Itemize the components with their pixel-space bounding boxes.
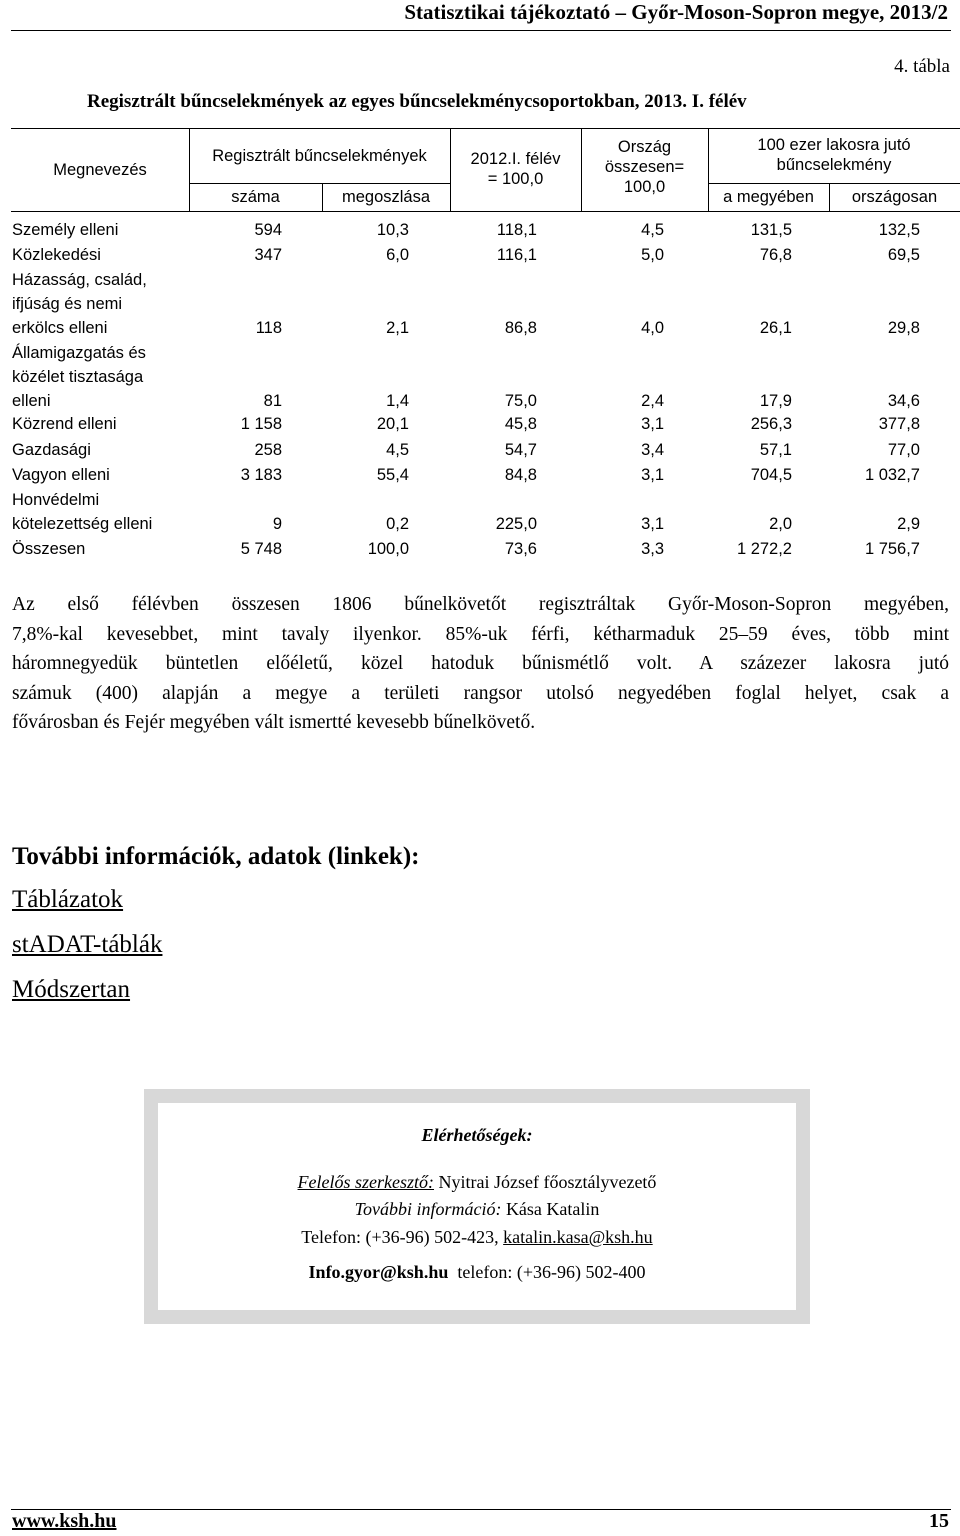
page-header-title: Statisztikai tájékoztató – Győr-Moson-Sopron megye, 2013/2 [404, 0, 948, 24]
cell-count: 1 158 [240, 415, 282, 433]
col-header-count: száma [231, 188, 280, 206]
cell-share: 55,4 [376, 466, 409, 484]
cell-count: 594 [254, 221, 282, 239]
cell-country: 3,1 [641, 466, 664, 484]
table-title: Regisztrált bűncselekmények az egyes bűncselekménycsoportokban, 2013. I. félév [87, 91, 747, 112]
col-header-registered: Regisztrált bűncselekmények [212, 147, 427, 165]
cell-country: 2,4 [641, 392, 664, 410]
cell-count: 5 748 [240, 540, 282, 558]
paragraph-line: fővárosban és Fejér megyében vált ismertté kevesebb bűnelkövető. [12, 712, 536, 733]
cell-national: 377,8 [878, 415, 920, 433]
contact-editor-line [158, 1172, 796, 1193]
cell-national: 29,8 [887, 319, 920, 337]
cell-county: 131,5 [750, 221, 792, 239]
row-name: Személy elleni [12, 221, 119, 239]
row-name: Honvédelmi kötelezettség elleni [12, 491, 153, 533]
row-name: Gazdasági [12, 441, 91, 459]
paragraph-line: Az első félévben összesen 1806 bűnelkövetőt regisztráltak Győr-Moson-Sopron megyében, [12, 594, 949, 615]
cell-national: 1 756,7 [864, 540, 920, 558]
cell-country: 3,1 [641, 415, 664, 433]
office-phone: telefon: (+36-96) 502-400 [448, 1262, 646, 1282]
phone-text: Telefon: (+36-96) 502-423, [301, 1227, 504, 1247]
row-name: Vagyon elleni [12, 466, 110, 484]
table-row [0, 412, 960, 436]
table-row [0, 438, 960, 462]
table-row [0, 268, 960, 340]
cell-national: 132,5 [878, 221, 920, 239]
cell-count: 81 [263, 392, 282, 410]
editor-name: Nyitrai József főosztályvezető [434, 1172, 657, 1192]
cell-national: 2,9 [897, 515, 920, 533]
link-modszertan[interactable]: Módszertan [12, 976, 131, 1003]
cell-prev: 73,6 [504, 540, 537, 558]
footer-divider [11, 1509, 951, 1510]
row-name: Államigazgatás és közélet tisztasága elleni [12, 344, 146, 410]
cell-county: 76,8 [759, 246, 792, 264]
cell-county: 256,3 [750, 415, 792, 433]
cell-country: 4,5 [641, 221, 664, 239]
cell-share: 0,2 [386, 515, 409, 533]
info-label: További információ: [354, 1199, 502, 1219]
cell-count: 3 183 [240, 466, 282, 484]
cell-prev: 54,7 [504, 441, 537, 459]
link-stadat-tablak[interactable]: stADAT-táblák [12, 931, 163, 958]
cell-share: 20,1 [376, 415, 409, 433]
cell-country: 3,4 [641, 441, 664, 459]
contact-box [144, 1089, 810, 1324]
cell-county: 26,1 [759, 319, 792, 337]
header-divider [11, 30, 951, 31]
cell-prev: 225,0 [495, 515, 537, 533]
email-link[interactable]: katalin.kasa@ksh.hu [503, 1227, 653, 1247]
info-name: Kása Katalin [501, 1199, 600, 1219]
footer-site-link[interactable]: www.ksh.hu [12, 1510, 117, 1532]
cell-count: 9 [272, 515, 282, 533]
cell-county: 704,5 [750, 466, 792, 484]
col-header-country: Ország összesen= 100,0 [604, 138, 685, 196]
row-name: Házasság, család, ifjúság és nemi erkölcs elleni [12, 271, 147, 337]
cell-prev: 45,8 [504, 415, 537, 433]
table-row [0, 537, 960, 561]
cell-country: 3,1 [641, 515, 664, 533]
table-row [0, 463, 960, 487]
cell-national: 77,0 [887, 441, 920, 459]
cell-share: 1,4 [386, 392, 409, 410]
cell-county: 57,1 [759, 441, 792, 459]
cell-prev: 118,1 [496, 221, 537, 239]
col-header-share: megoszlása [341, 188, 431, 206]
table-row [0, 488, 960, 536]
cell-county: 17,9 [759, 392, 792, 410]
contact-box-inner [158, 1103, 796, 1310]
row-name: Közlekedési [12, 246, 101, 264]
table-row [0, 218, 960, 242]
cell-prev: 84,8 [504, 466, 537, 484]
table-row [0, 341, 960, 413]
col-header-per100k: 100 ezer lakosra jutó bűncselekmény [757, 136, 911, 174]
contact-office-line [158, 1262, 796, 1283]
paragraph-line: háromnegyedük büntetlen előéletű, közel hatoduk bűnismétlő volt. A százezer lakosra jutó [12, 653, 949, 674]
cell-share: 10,3 [376, 221, 409, 239]
cell-count: 118 [255, 319, 282, 337]
table-row [0, 243, 960, 267]
col-header-name: Megnevezés [53, 161, 147, 179]
cell-prev: 75,0 [504, 392, 537, 410]
row-name: Közrend elleni [12, 415, 117, 433]
cell-national: 1 032,7 [864, 466, 920, 484]
link-tablazatok[interactable]: Táblázatok [12, 886, 124, 913]
col-header-county: a megyében [723, 188, 814, 206]
cell-prev: 116,1 [496, 246, 537, 264]
table-number: 4. tábla [894, 56, 950, 77]
paragraph-line: 7,8%-kal kevesebbet, mint tavaly ilyenkor. 85%-uk férfi, kétharmaduk 25–59 éves, több mint [12, 623, 949, 645]
summary-paragraph [12, 590, 949, 738]
more-info-heading: További információk, adatok (linkek): [12, 843, 420, 870]
cell-county: 2,0 [769, 515, 792, 533]
cell-share: 4,5 [386, 441, 409, 459]
cell-share: 2,1 [386, 319, 409, 337]
cell-share: 100,0 [367, 540, 409, 558]
contact-phone-line [158, 1227, 796, 1248]
cell-national: 69,5 [887, 246, 920, 264]
col-header-prev: 2012.I. félév = 100,0 [470, 150, 561, 188]
cell-country: 3,3 [641, 540, 664, 558]
cell-country: 4,0 [641, 319, 664, 337]
row-name: Összesen [12, 540, 86, 558]
editor-label: Felelős szerkesztő: [297, 1172, 435, 1192]
cell-national: 34,6 [887, 392, 920, 410]
cell-county: 1 272,2 [736, 540, 792, 558]
cell-country: 5,0 [641, 246, 664, 264]
cell-count: 258 [254, 441, 282, 459]
contact-heading: Elérhetőségek: [421, 1125, 533, 1145]
cell-share: 6,0 [386, 246, 409, 264]
office-email-link[interactable]: Info.gyor@ksh.hu [308, 1262, 449, 1282]
cell-count: 347 [254, 246, 282, 264]
paragraph-line: számuk (400) alapján a megye a területi rangsor utolsó negyedében foglal helyet, csak a [12, 682, 949, 704]
page-number: 15 [929, 1510, 949, 1532]
cell-prev: 86,8 [504, 319, 537, 337]
col-header-national: országosan [851, 188, 938, 206]
contact-info-line [158, 1199, 796, 1220]
